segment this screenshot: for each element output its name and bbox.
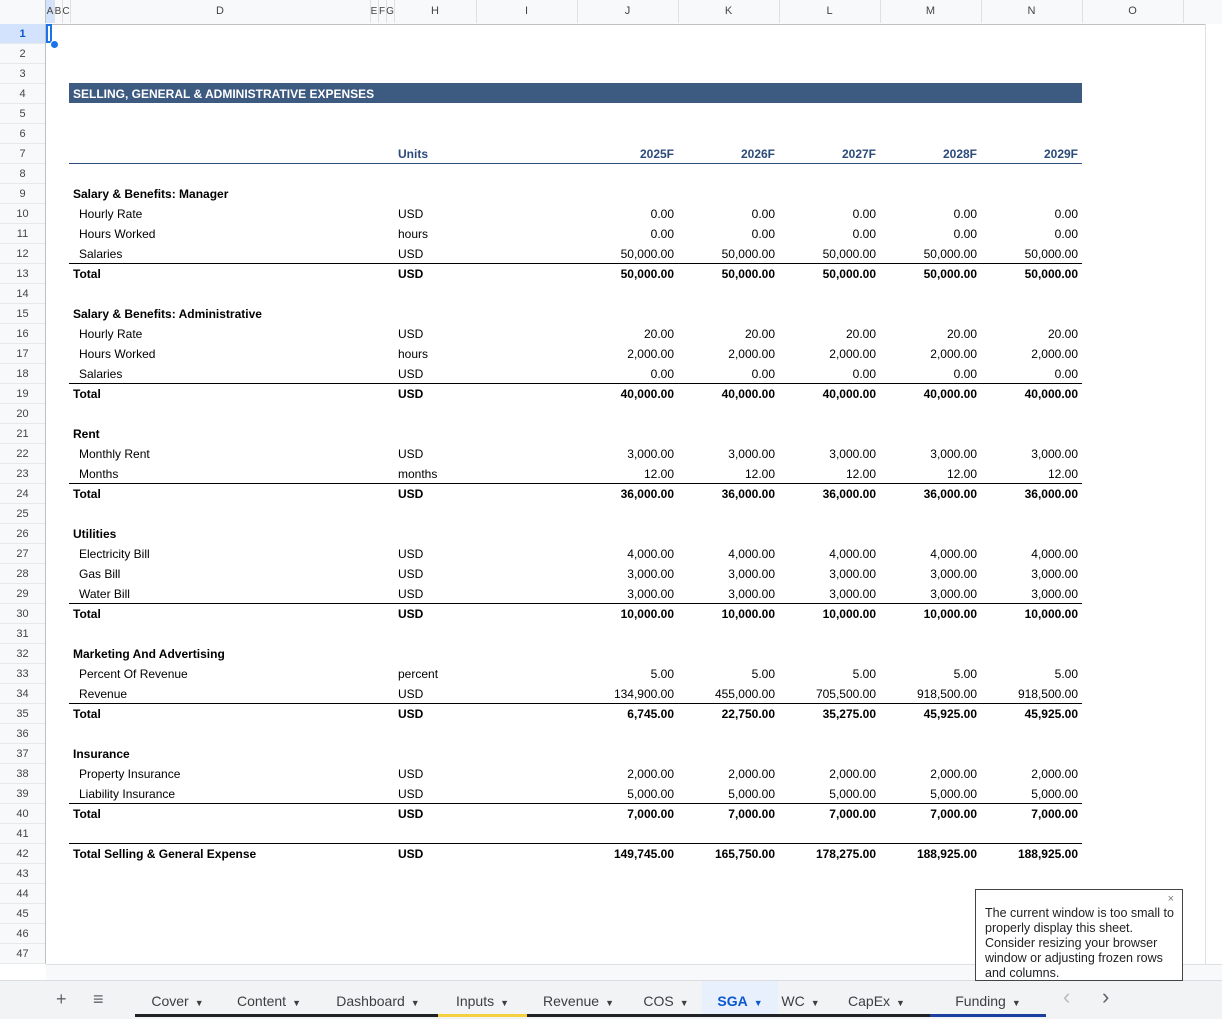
row-header-34[interactable]: 34: [0, 684, 45, 704]
line-item-value: 0.00: [953, 367, 977, 381]
total-label: Total: [73, 807, 101, 821]
line-item-unit: USD: [398, 447, 424, 461]
sheet-tab-label: Cover: [151, 993, 189, 1009]
row-header-2[interactable]: 2: [0, 44, 45, 64]
line-item-value: 0.00: [953, 227, 977, 241]
total-value: 50,000.00: [721, 267, 775, 281]
line-item-value: 0.00: [650, 227, 674, 241]
grand-total-label: Total Selling & General Expense: [73, 847, 257, 861]
total-value: 6,745.00: [627, 707, 674, 721]
column-header-l[interactable]: L: [779, 0, 881, 23]
grand-total-value: 188,925.00: [916, 847, 977, 861]
row-header-7[interactable]: 7: [0, 144, 45, 164]
total-value: 40,000.00: [721, 387, 775, 401]
line-item-unit: USD: [398, 327, 424, 341]
year-column-header: 2028F: [942, 147, 977, 161]
total-value: 10,000.00: [620, 607, 674, 621]
sheet-tab-label: Funding: [955, 993, 1006, 1009]
sheet-tab-label: COS: [643, 993, 674, 1009]
total-value: 35,275.00: [822, 707, 876, 721]
line-item-value: 50,000.00: [822, 247, 876, 261]
section-title: Salary & Benefits: Manager: [73, 187, 229, 201]
row-header-24[interactable]: 24: [0, 484, 45, 504]
close-icon[interactable]: ×: [1167, 893, 1174, 905]
column-header-bar: [0, 0, 1222, 25]
line-item-value: 5,000.00: [728, 787, 775, 801]
sheet-tab-label: Inputs: [455, 993, 495, 1009]
line-item-unit: USD: [398, 687, 424, 701]
total-value: 36,000.00: [1024, 487, 1078, 501]
total-label: Total: [73, 607, 101, 621]
total-value: 36,000.00: [721, 487, 775, 501]
grand-total-value: 149,745.00: [613, 847, 674, 861]
line-item-value: 5,000.00: [627, 787, 674, 801]
column-header-m[interactable]: M: [880, 0, 982, 23]
line-item-value: 0.00: [650, 367, 674, 381]
chevron-down-icon[interactable]: ▼: [292, 998, 301, 1008]
section-title: Insurance: [73, 747, 130, 761]
sheet-title-banner: SELLING, GENERAL & ADMINISTRATIVE EXPENSES: [69, 83, 1082, 103]
line-item-value: 2,000.00: [1031, 767, 1078, 781]
line-item-value: 134,900.00: [613, 687, 674, 701]
line-item-unit: USD: [398, 547, 424, 561]
select-all-corner[interactable]: [0, 0, 46, 23]
line-item-value: 3,000.00: [829, 587, 876, 601]
line-item-value: 5.00: [1054, 667, 1078, 681]
row-header-41[interactable]: 41: [0, 824, 45, 844]
row-header-5[interactable]: 5: [0, 104, 45, 124]
row-header-25[interactable]: 25: [0, 504, 45, 524]
total-value: 10,000.00: [721, 607, 775, 621]
column-header-e[interactable]: E: [370, 0, 379, 23]
row-header-19[interactable]: 19: [0, 384, 45, 404]
line-item-value: 20.00: [643, 327, 674, 341]
line-item-value: 2,000.00: [627, 767, 674, 781]
line-item-label: Liability Insurance: [79, 787, 176, 801]
line-item-unit: USD: [398, 567, 424, 581]
row-header-17[interactable]: 17: [0, 344, 45, 364]
row-header-32[interactable]: 32: [0, 644, 45, 664]
total-value: 40,000.00: [1024, 387, 1078, 401]
row-header-26[interactable]: 26: [0, 524, 45, 544]
total-label: Total: [73, 707, 101, 721]
line-item-value: 3,000.00: [627, 447, 674, 461]
line-item-value: 3,000.00: [1031, 447, 1078, 461]
line-item-unit: USD: [398, 367, 424, 381]
line-item-unit: USD: [398, 787, 424, 801]
line-item-value: 3,000.00: [728, 587, 775, 601]
line-item-value: 0.00: [1054, 227, 1078, 241]
total-value: 7,000.00: [829, 807, 876, 821]
line-item-value: 0.00: [1054, 367, 1078, 381]
total-label: Total: [73, 267, 101, 281]
chevron-down-icon[interactable]: ▼: [810, 998, 820, 1008]
row-header-16[interactable]: 16: [0, 324, 45, 344]
year-column-header: 2029F: [1043, 147, 1078, 161]
line-item-value: 5.00: [650, 667, 674, 681]
row-header-37[interactable]: 37: [0, 744, 45, 764]
total-value: 50,000.00: [923, 267, 977, 281]
total-value: 50,000.00: [1024, 267, 1078, 281]
sheet-tab-label: CapEx: [848, 993, 891, 1009]
row-header-8[interactable]: 8: [0, 164, 45, 184]
sheet-tab-cos[interactable]: [630, 981, 702, 1017]
section-title: Rent: [73, 427, 100, 441]
line-item-value: 0.00: [650, 207, 674, 221]
line-item-value: 3,000.00: [1031, 587, 1078, 601]
line-item-value: 2,000.00: [728, 767, 775, 781]
line-item-label: Revenue: [79, 687, 128, 701]
total-label: Total: [73, 387, 101, 401]
row-header-45[interactable]: 45: [0, 904, 45, 924]
line-item-label: Gas Bill: [79, 567, 121, 581]
line-item-value: 3,000.00: [728, 447, 775, 461]
sheet-tab-cover[interactable]: [135, 981, 220, 1017]
line-item-value: 0.00: [852, 207, 876, 221]
grand-total-value: 178,275.00: [815, 847, 876, 861]
line-item-value: 3,000.00: [829, 567, 876, 581]
line-item-label: Months: [79, 467, 119, 481]
total-unit: USD: [398, 607, 424, 621]
line-item-value: 455,000.00: [714, 687, 775, 701]
total-value: 10,000.00: [923, 607, 977, 621]
column-header-b[interactable]: B: [54, 0, 63, 23]
line-item-label: Monthly Rent: [79, 447, 150, 461]
line-item-unit: months: [398, 467, 438, 481]
chevron-down-icon[interactable]: ▼: [410, 998, 420, 1008]
chevron-down-icon[interactable]: ▼: [896, 998, 905, 1008]
line-item-value: 4,000.00: [627, 547, 674, 561]
year-column-header: 2026F: [740, 147, 775, 161]
column-header-a[interactable]: A: [46, 0, 55, 23]
fill-handle[interactable]: [50, 40, 59, 49]
row-header-6[interactable]: 6: [0, 124, 45, 144]
scroll-tabs-right-icon[interactable]: ›: [1102, 984, 1110, 1009]
sheet-tab-label: Revenue: [543, 993, 600, 1009]
line-item-value: 20.00: [845, 327, 876, 341]
row-header-28[interactable]: 28: [0, 564, 45, 584]
row-header-31[interactable]: 31: [0, 624, 45, 644]
total-value: 50,000.00: [822, 267, 876, 281]
line-item-value: 0.00: [1054, 207, 1078, 221]
line-item-value: 0.00: [751, 207, 775, 221]
row-header-12[interactable]: 12: [0, 244, 45, 264]
row-header-13[interactable]: 13: [0, 264, 45, 284]
sheet-tab-bar: [0, 980, 1222, 1019]
sheet-tab-inputs[interactable]: [438, 981, 527, 1017]
row-header-38[interactable]: 38: [0, 764, 45, 784]
total-value: 7,000.00: [1031, 807, 1078, 821]
line-item-value: 0.00: [852, 367, 876, 381]
line-item-value: 3,000.00: [627, 567, 674, 581]
total-value: 10,000.00: [1024, 607, 1078, 621]
row-header-21[interactable]: 21: [0, 424, 45, 444]
line-item-value: 2,000.00: [728, 347, 775, 361]
line-item-value: 2,000.00: [627, 347, 674, 361]
column-header-i[interactable]: I: [476, 0, 578, 23]
line-item-value: 918,500.00: [916, 687, 977, 701]
line-item-value: 5,000.00: [1031, 787, 1078, 801]
chevron-down-icon[interactable]: ▼: [753, 998, 763, 1008]
column-header-n[interactable]: N: [981, 0, 1083, 23]
line-item-value: 3,000.00: [930, 587, 977, 601]
line-item-value: 20.00: [744, 327, 775, 341]
line-item-value: 5.00: [852, 667, 876, 681]
row-header-44[interactable]: 44: [0, 884, 45, 904]
line-item-value: 2,000.00: [930, 767, 977, 781]
line-item-unit: percent: [398, 667, 439, 681]
row-header-20[interactable]: 20: [0, 404, 45, 424]
chevron-down-icon[interactable]: ▼: [679, 998, 689, 1008]
line-item-value: 4,000.00: [930, 547, 977, 561]
year-column-header: 2025F: [639, 147, 674, 161]
sheet-tab-sga[interactable]: [702, 981, 778, 1017]
line-item-value: 12.00: [643, 467, 674, 481]
all-sheets-menu-icon[interactable]: ≡: [93, 989, 104, 1009]
add-sheet-button[interactable]: +: [56, 989, 67, 1009]
row-header-9[interactable]: 9: [0, 184, 45, 204]
sheet-tab-label: SGA: [717, 993, 748, 1009]
year-column-header: 2027F: [841, 147, 876, 161]
row-header-18[interactable]: 18: [0, 364, 45, 384]
line-item-value: 12.00: [1047, 467, 1078, 481]
line-item-label: Percent Of Revenue: [79, 667, 188, 681]
line-item-unit: USD: [398, 247, 424, 261]
line-item-value: 0.00: [852, 227, 876, 241]
line-item-value: 50,000.00: [1024, 247, 1078, 261]
total-value: 36,000.00: [822, 487, 876, 501]
line-item-value: 3,000.00: [930, 567, 977, 581]
row-header-35[interactable]: 35: [0, 704, 45, 724]
line-item-value: 4,000.00: [829, 547, 876, 561]
total-value: 40,000.00: [923, 387, 977, 401]
column-header-k[interactable]: K: [678, 0, 780, 23]
line-item-value: 50,000.00: [923, 247, 977, 261]
sheet-tab-capex[interactable]: [823, 981, 930, 1017]
section-title: Utilities: [73, 527, 117, 541]
line-item-value: 3,000.00: [627, 587, 674, 601]
total-value: 7,000.00: [627, 807, 674, 821]
grand-total-value: 165,750.00: [714, 847, 775, 861]
row-header-23[interactable]: 23: [0, 464, 45, 484]
line-item-label: Water Bill: [79, 587, 130, 601]
column-header-g[interactable]: G: [386, 0, 395, 23]
chevron-down-icon[interactable]: ▼: [1011, 998, 1021, 1008]
grand-total-unit: USD: [398, 847, 424, 861]
line-item-value: 2,000.00: [829, 347, 876, 361]
total-value: 36,000.00: [923, 487, 977, 501]
sheet-tab-revenue[interactable]: [527, 981, 630, 1017]
line-item-label: Electricity Bill: [79, 547, 150, 561]
sheet-tab-content[interactable]: [220, 981, 318, 1017]
warning-message: The current window is too small to properly display this sheet. Consider resizing your browser window or adjusting frozen rows and columns.: [985, 906, 1174, 980]
sheet-grid[interactable]: [46, 24, 1206, 964]
sheet-tab-label: WC: [781, 993, 805, 1009]
line-item-value: 0.00: [751, 367, 775, 381]
row-header-36[interactable]: 36: [0, 724, 45, 744]
line-item-unit: hours: [398, 227, 429, 241]
line-item-value: 12.00: [845, 467, 876, 481]
line-item-label: Salaries: [79, 367, 123, 381]
total-value: 10,000.00: [822, 607, 876, 621]
total-label: Total: [73, 487, 101, 501]
sheet-tab-funding[interactable]: [930, 981, 1046, 1017]
line-item-label: Salaries: [79, 247, 123, 261]
line-item-value: 2,000.00: [930, 347, 977, 361]
column-header-o[interactable]: O: [1082, 0, 1184, 23]
line-item-value: 4,000.00: [1031, 547, 1078, 561]
total-value: 22,750.00: [721, 707, 775, 721]
line-item-value: 20.00: [1047, 327, 1078, 341]
line-item-value: 20.00: [946, 327, 977, 341]
row-header-15[interactable]: 15: [0, 304, 45, 324]
line-item-value: 4,000.00: [728, 547, 775, 561]
header-underline: [69, 163, 1082, 164]
total-value: 45,925.00: [1024, 707, 1078, 721]
line-item-value: 12.00: [946, 467, 977, 481]
line-item-value: 5.00: [953, 667, 977, 681]
line-item-unit: USD: [398, 767, 424, 781]
line-item-value: 5.00: [751, 667, 775, 681]
sheet-tab-wc[interactable]: [778, 981, 823, 1017]
line-item-value: 3,000.00: [728, 567, 775, 581]
sheet-tab-dashboard[interactable]: [318, 981, 438, 1017]
line-item-value: 3,000.00: [930, 447, 977, 461]
line-item-value: 50,000.00: [721, 247, 775, 261]
line-item-value: 0.00: [953, 207, 977, 221]
chevron-down-icon[interactable]: ▼: [500, 998, 510, 1008]
line-item-value: 918,500.00: [1017, 687, 1078, 701]
row-header-42[interactable]: 42: [0, 844, 45, 864]
line-item-value: 12.00: [744, 467, 775, 481]
line-item-unit: USD: [398, 207, 424, 221]
chevron-down-icon[interactable]: ▼: [194, 998, 204, 1008]
section-title: Salary & Benefits: Administrative: [73, 307, 262, 321]
window-size-warning: [975, 889, 1183, 981]
sheet-tab-label: Content: [237, 993, 287, 1009]
chevron-down-icon[interactable]: ▼: [605, 998, 614, 1008]
total-unit: USD: [398, 807, 424, 821]
row-header-40[interactable]: 40: [0, 804, 45, 824]
section-title: Marketing And Advertising: [73, 647, 225, 661]
column-header-d[interactable]: D: [70, 0, 371, 23]
total-unit: USD: [398, 487, 424, 501]
sheet-tab-label: Dashboard: [336, 993, 405, 1009]
line-item-value: 0.00: [751, 227, 775, 241]
total-value: 36,000.00: [620, 487, 674, 501]
row-header-22[interactable]: 22: [0, 444, 45, 464]
total-value: 40,000.00: [822, 387, 876, 401]
vertical-scrollbar[interactable]: [1205, 24, 1222, 964]
row-header-46[interactable]: 46: [0, 924, 45, 944]
column-header-j[interactable]: J: [577, 0, 679, 23]
line-item-label: Hourly Rate: [79, 327, 143, 341]
row-header-14[interactable]: 14: [0, 284, 45, 304]
row-header-bar: [0, 24, 46, 964]
total-unit: USD: [398, 387, 424, 401]
line-item-unit: hours: [398, 347, 429, 361]
column-header-h[interactable]: H: [394, 0, 477, 23]
row-header-29[interactable]: 29: [0, 584, 45, 604]
row-header-1[interactable]: 1: [0, 24, 45, 44]
line-item-value: 2,000.00: [1031, 347, 1078, 361]
line-item-value: 5,000.00: [930, 787, 977, 801]
units-column-header: Units: [398, 147, 428, 161]
row-header-39[interactable]: 39: [0, 784, 45, 804]
line-item-value: 3,000.00: [829, 447, 876, 461]
line-item-unit: USD: [398, 587, 424, 601]
line-item-label: Property Insurance: [79, 767, 181, 781]
line-item-label: Hourly Rate: [79, 207, 143, 221]
total-value: 40,000.00: [620, 387, 674, 401]
scroll-tabs-left-icon[interactable]: ‹: [1063, 984, 1071, 1009]
total-unit: USD: [398, 707, 424, 721]
row-header-4[interactable]: 4: [0, 84, 45, 104]
total-unit: USD: [398, 267, 424, 281]
row-header-47[interactable]: 47: [0, 944, 45, 964]
row-header-10[interactable]: 10: [0, 204, 45, 224]
row-header-11[interactable]: 11: [0, 224, 45, 244]
line-item-label: Hours Worked: [79, 227, 156, 241]
line-item-value: 2,000.00: [829, 767, 876, 781]
column-header-c[interactable]: C: [62, 0, 71, 23]
row-header-30[interactable]: 30: [0, 604, 45, 624]
total-value: 7,000.00: [728, 807, 775, 821]
column-header-f[interactable]: F: [378, 0, 387, 23]
line-item-label: Hours Worked: [79, 347, 156, 361]
row-header-33[interactable]: 33: [0, 664, 45, 684]
row-header-27[interactable]: 27: [0, 544, 45, 564]
total-value: 50,000.00: [620, 267, 674, 281]
total-value: 45,925.00: [923, 707, 977, 721]
line-item-value: 3,000.00: [1031, 567, 1078, 581]
line-item-value: 705,500.00: [815, 687, 876, 701]
row-header-43[interactable]: 43: [0, 864, 45, 884]
line-item-value: 5,000.00: [829, 787, 876, 801]
total-value: 7,000.00: [930, 807, 977, 821]
row-header-3[interactable]: 3: [0, 64, 45, 84]
grand-total-value: 188,925.00: [1017, 847, 1078, 861]
line-item-value: 50,000.00: [620, 247, 674, 261]
